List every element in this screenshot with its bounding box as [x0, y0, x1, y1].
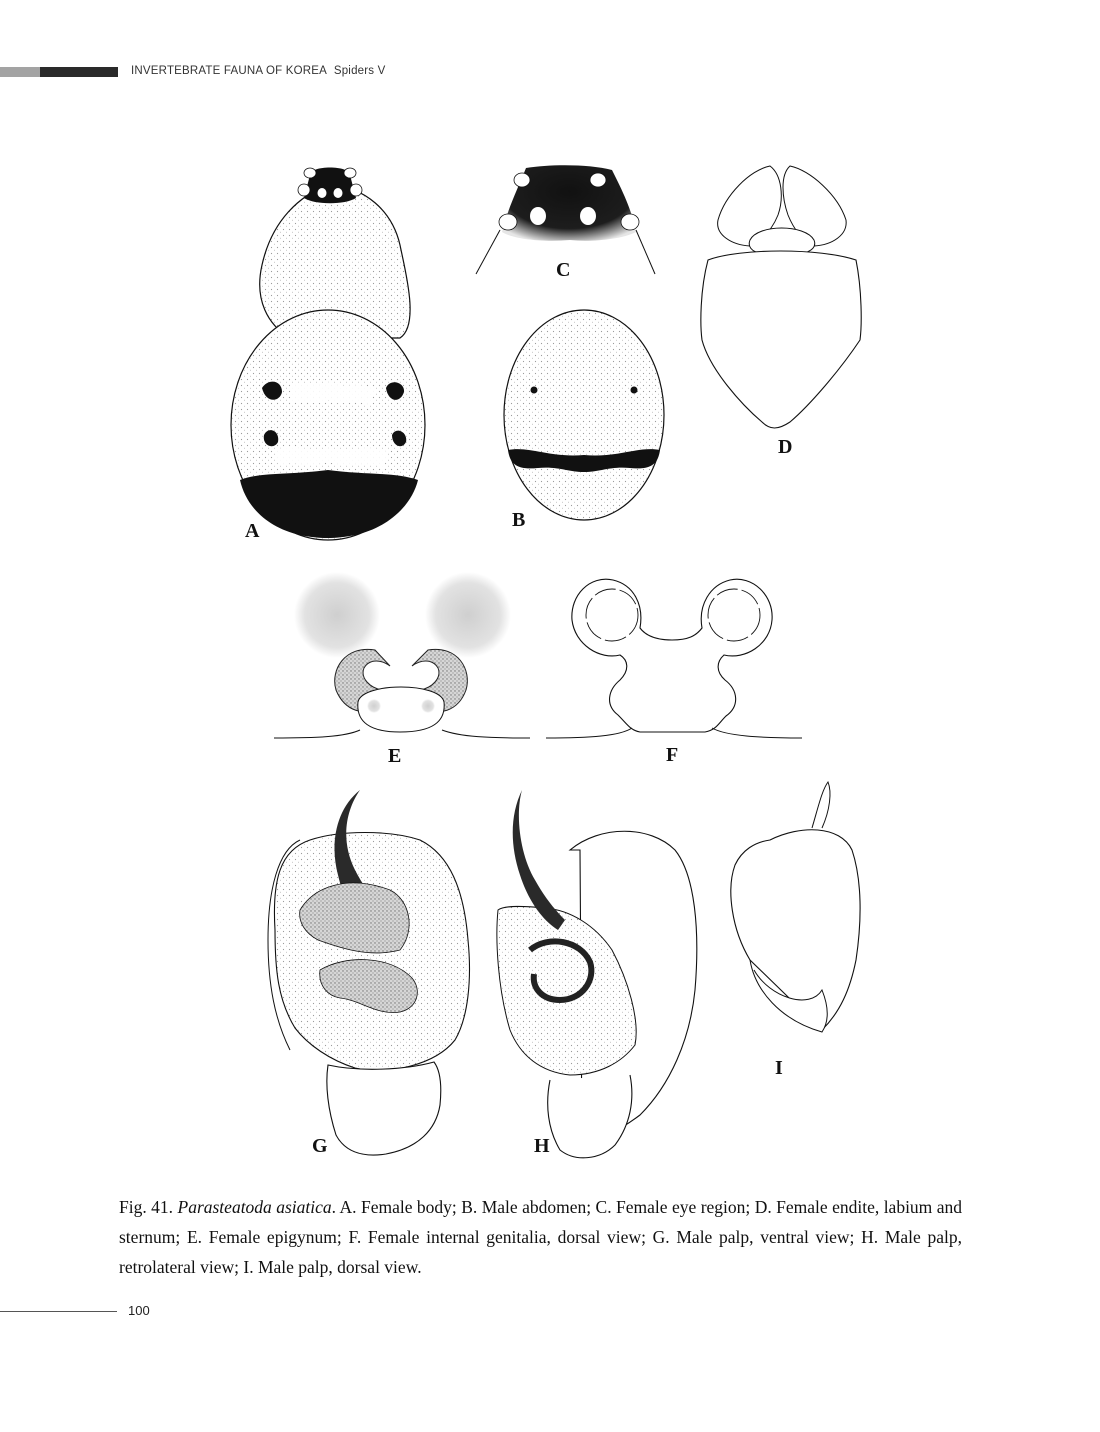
spermatheca-shadow-left [294, 572, 380, 658]
caption-fig-label: Fig. 41. [119, 1197, 174, 1217]
spermatheca-shadow-right [425, 572, 511, 658]
copulatory-opening-left [367, 699, 381, 713]
male-abdomen-dot-right [631, 387, 638, 394]
panel-label-i: I [775, 1057, 783, 1079]
panel-b-male-abdomen [504, 310, 664, 531]
panel-e-epigynum [274, 572, 530, 767]
eye-right [344, 168, 356, 178]
volume-title: Spiders V [333, 65, 386, 77]
panel-label-h: H [534, 1135, 550, 1157]
eye-median-right [334, 188, 343, 198]
sternum-outline [701, 251, 861, 428]
caption-species: Parasteatoda asiatica [177, 1197, 332, 1217]
header-rule-gray [0, 67, 40, 77]
eye-c-median-right [580, 207, 596, 225]
eye-c-lateral-left [499, 214, 517, 230]
eye-median-left [318, 188, 327, 198]
eye-left [304, 168, 316, 178]
panel-label-g: G [312, 1135, 328, 1157]
panel-d-sternum [701, 166, 861, 458]
eye-c-upper-left [514, 173, 530, 187]
internal-genitalia-outline [572, 579, 772, 732]
panel-g-palp-ventral [268, 790, 469, 1157]
eye-region-edge-left [476, 230, 500, 274]
eye-lateral-left [298, 184, 310, 196]
panel-label-f: F [666, 744, 679, 766]
caption-text: . A. Female body; B. Male abdomen; C. Female eye region; D. Female endite, labium and sternum; E. Female epigynum; F. Female internal genitalia, dorsal view; G. Male palp, ventral view; H. Male palp, retrolateral view; I. Male palp, dorsal view. [119, 1197, 963, 1277]
figure-drawings [150, 150, 960, 1170]
series-title: INVERTEBRATE FAUNA OF KOREA [131, 65, 328, 77]
panel-label-e: E [388, 745, 402, 767]
palp-h-base [548, 1075, 632, 1158]
panel-f-internal-genitalia [546, 579, 802, 766]
panel-a-female-body [231, 168, 425, 543]
eye-region-edge-right [636, 230, 655, 274]
eye-c-median-left [530, 207, 546, 225]
figure-caption [119, 1192, 962, 1282]
panel-i-palp-dorsal [731, 782, 860, 1079]
header-rule-black [40, 67, 118, 77]
eye-c-lateral-right [621, 214, 639, 230]
eye-lateral-right [350, 184, 362, 196]
palp-i-tip [812, 782, 830, 828]
palp-g-cymbium-base [327, 1062, 441, 1155]
page-number: 100 [128, 1303, 150, 1318]
panel-label-d: D [778, 436, 793, 458]
panel-label-c: C [556, 259, 571, 281]
footer-rule [0, 1311, 117, 1312]
panel-label-a: A [245, 520, 260, 542]
panel-h-palp-retrolateral [497, 790, 697, 1158]
running-head [0, 64, 1100, 80]
male-abdomen-outline [504, 310, 664, 520]
abdomen-dark-band [240, 470, 418, 538]
running-title [131, 65, 386, 77]
male-abdomen-dot-left [531, 387, 538, 394]
eye-c-upper-right [590, 173, 606, 187]
copulatory-opening-right [421, 699, 435, 713]
panel-label-b: B [512, 509, 526, 531]
panel-c-eye-region [476, 165, 655, 281]
figure-plate [150, 150, 960, 1170]
